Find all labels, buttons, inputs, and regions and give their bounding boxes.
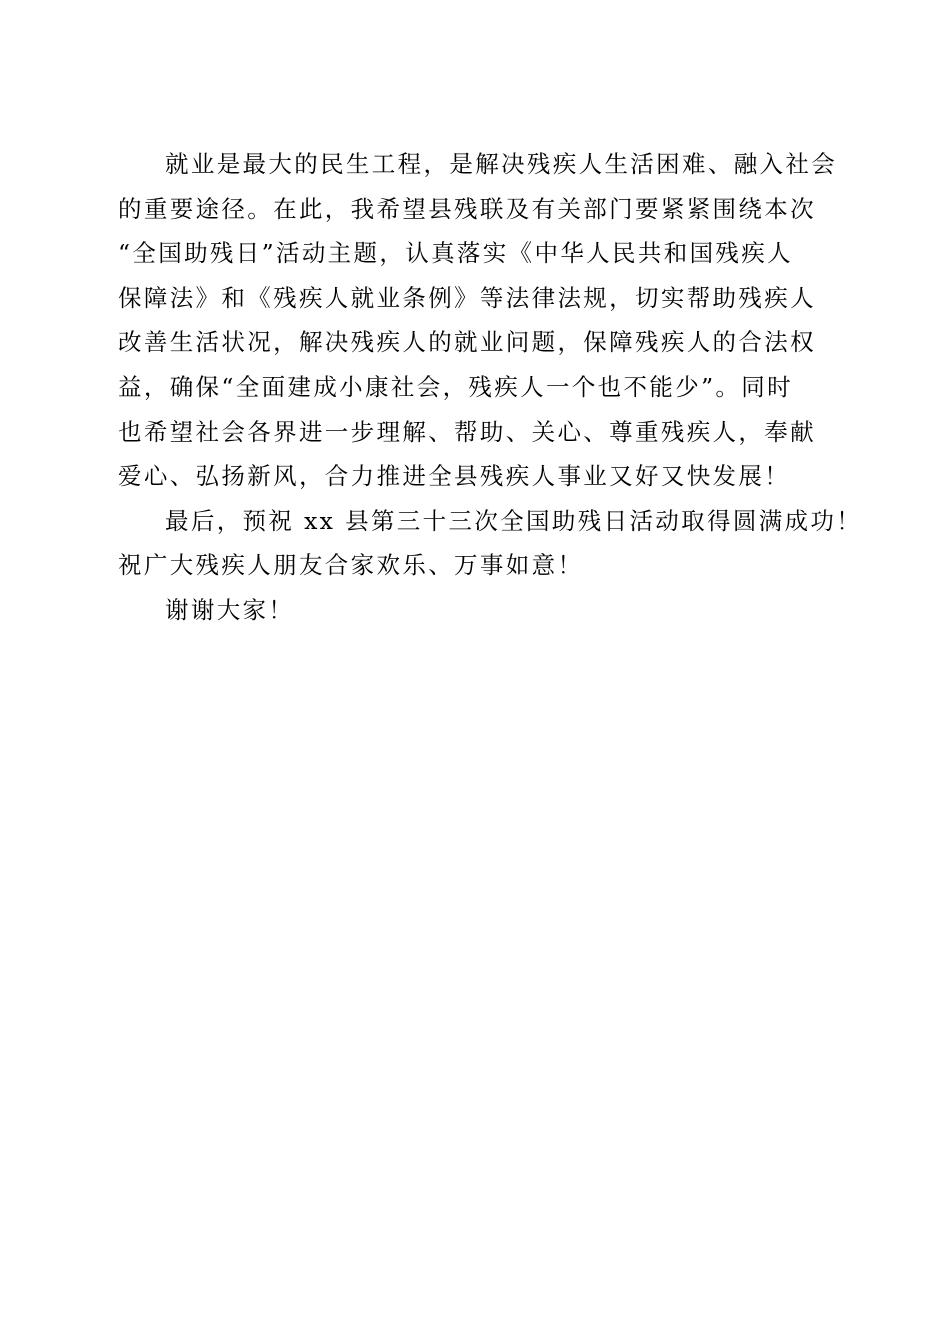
paragraph-employment (118, 142, 838, 499)
text-line: 爱心、弘扬新风，合力推进全县残疾人事业又好又快发展！ (118, 462, 791, 491)
text-line: “全国助残日”活动主题，认真落实《中华人民共和国残疾人 (118, 239, 793, 268)
paragraph-thanks (118, 588, 830, 633)
text-line: 就业是最大的民生工程，是解决残疾人生活困难、融入社会 (165, 150, 838, 178)
text-line: 也希望社会各界进一步理解、帮助、关心、尊重残疾人，奉献 (118, 417, 816, 446)
text-line: 祝广大残疾人朋友合家欢乐、万事如意！ (118, 551, 584, 580)
text-line: 益，确保“全面建成小康社会，残疾人一个也不能少”。同时 (118, 372, 793, 401)
text-line: 保障法》和《残疾人就业条例》等法律法规，切实帮助残疾人 (118, 283, 816, 312)
text-line: 改善生活状况，解决残疾人的就业问题，保障残疾人的合法权 (118, 328, 816, 357)
text-line: 最后，预祝 xx 县第三十三次全国助残日活动取得圆满成功！ (165, 506, 863, 535)
document-body (118, 142, 863, 633)
paragraph-wishes (118, 499, 863, 588)
text-line: 谢谢大家！ (165, 595, 295, 624)
text-line: 的重要途径。在此，我希望县残联及有关部门要紧紧围绕本次 (118, 194, 816, 223)
